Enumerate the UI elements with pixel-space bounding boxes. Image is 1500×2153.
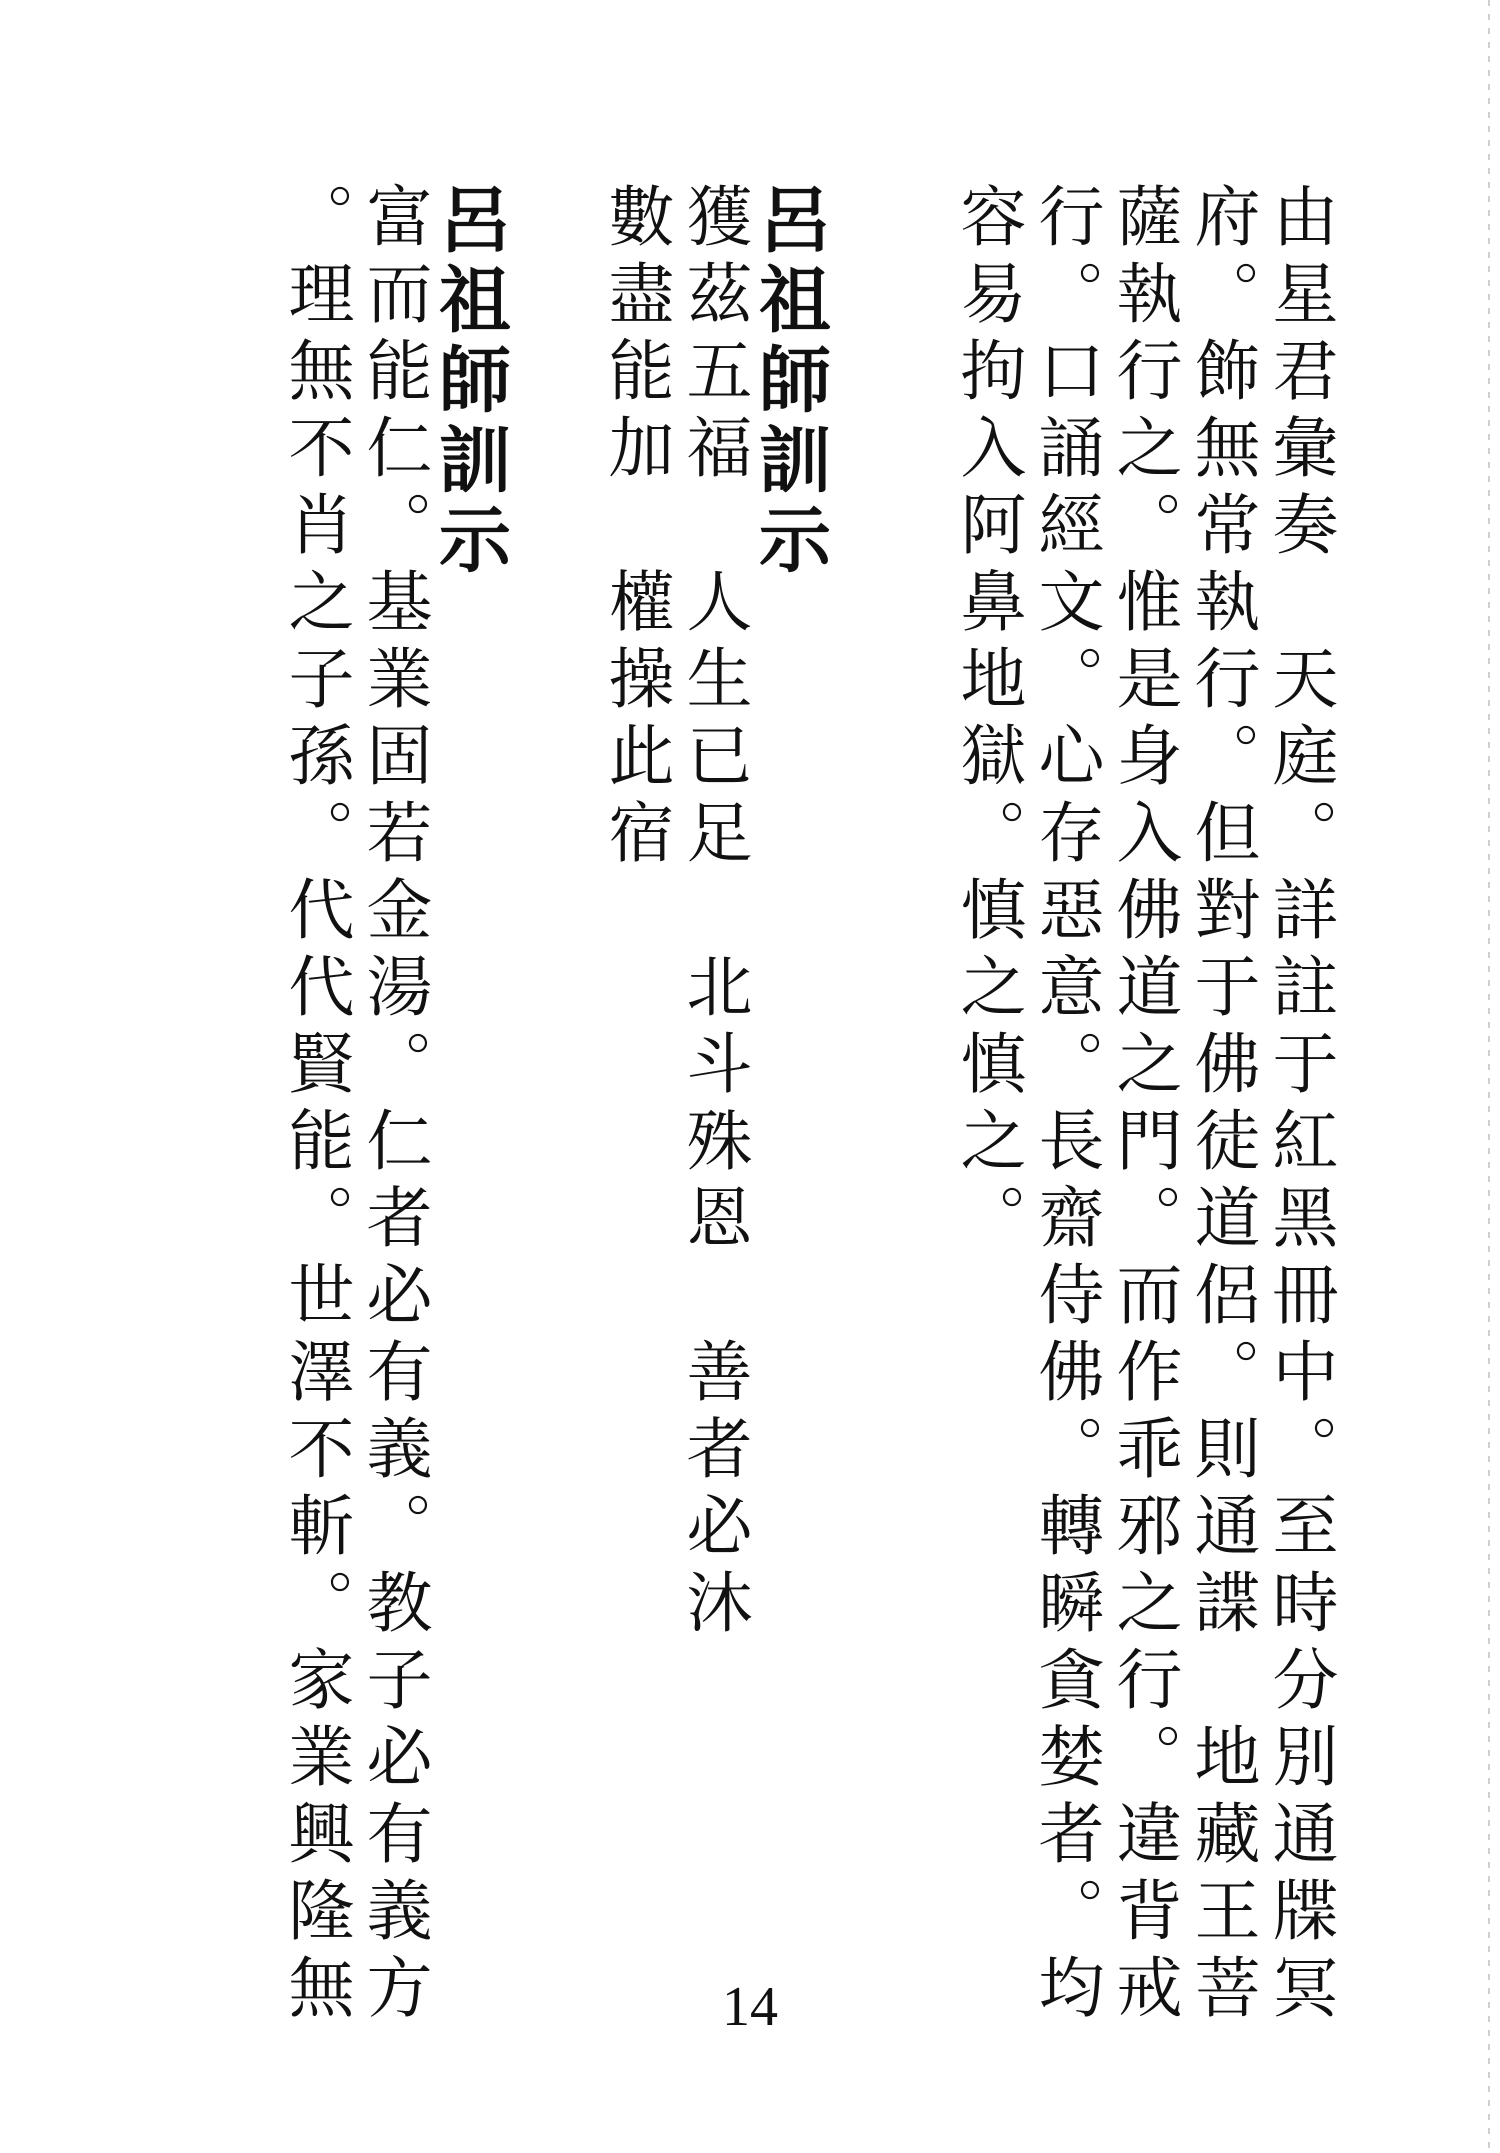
text-column-7: 。理無不肖之子孫。代代賢能。世澤不斬。家業興隆無 <box>277 182 354 2030</box>
text-column-3: 薩執行之。惟是身入佛道之門。而作乖邪之行。違背戒 <box>1105 182 1182 2030</box>
section-heading-1: 呂祖師訓示 <box>747 182 831 582</box>
verse-column-2: 數盡能加 權操此宿 <box>597 182 674 875</box>
page-number: 14 <box>722 1976 778 2038</box>
page-edge-line <box>1488 0 1490 2153</box>
verse-column-1: 獲茲五福 人生已足 北斗殊恩 善者必沐 <box>675 182 752 1645</box>
text-column-6: 富而能仁。基業固若金湯。仁者必有義。教子必有義方 <box>355 182 432 2030</box>
text-column-2: 府。飾無常執行。但對于佛徒道侶。則通諜 地藏王菩 <box>1183 182 1260 2030</box>
text-column-4: 行。口誦經文。心存惡意。長齋侍佛。轉瞬貪婪者。均 <box>1027 182 1104 2030</box>
section-heading-2: 呂祖師訓示 <box>427 182 511 582</box>
text-column-5: 容易拘入阿鼻地獄。慎之慎之。 <box>949 182 1026 1260</box>
text-column-1: 由星君彙奏 天庭。詳註于紅黑冊中。至時分別通牒冥 <box>1261 182 1338 2030</box>
